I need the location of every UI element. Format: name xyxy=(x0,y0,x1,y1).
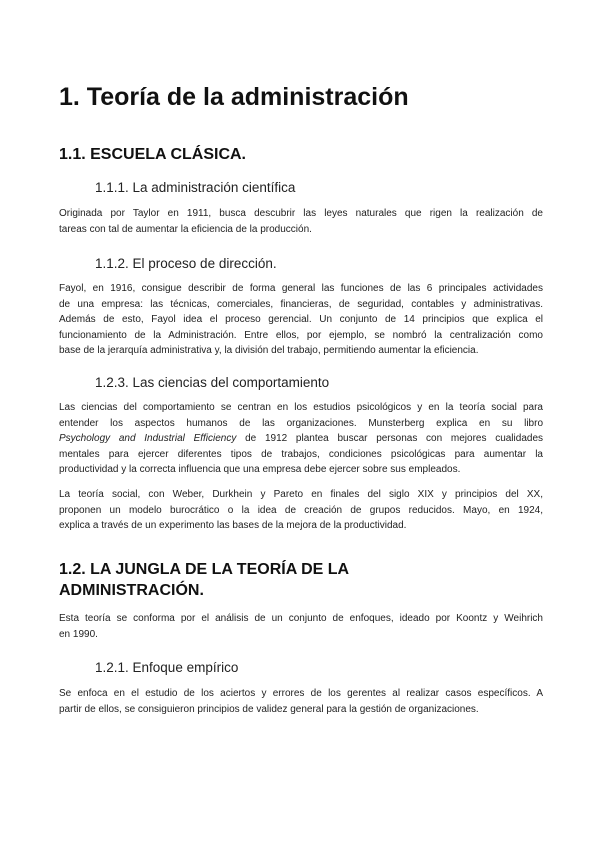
section-heading-jungla-teoria xyxy=(59,559,349,601)
subsection-heading-enfoque-empirico: 1.2.1. Enfoque empírico xyxy=(95,660,239,675)
subsection-heading-ciencias-comportamiento: 1.2.3. Las ciencias del comportamiento xyxy=(95,375,330,390)
text-line-with-book-title xyxy=(59,431,543,447)
text-line: Se enfoca en el estudio de los aciertos y errores de los gerentes al realizar casos específicos. A xyxy=(59,688,543,699)
text-line: base de la jerarquía administrativa y, la división del trabajo, permitiendo aumentar la eficiencia. xyxy=(59,345,479,357)
text-line: productividad y la correcta influencia que una empresa debe ejercer sobre sus empleados. xyxy=(59,464,461,476)
text-line: Esta teoría se conforma por el análisis de un conjunto de enfoques, ideado por Koontz y Weihrich xyxy=(59,613,543,624)
text-line: funcionamiento de la Administración. Entre ellos, por ejemplo, se nombró la centralización como xyxy=(59,329,543,341)
heading-line: 1.2. LA JUNGLA DE LA TEORÍA DE LA xyxy=(59,561,350,578)
section-heading-escuela-clasica: 1.1. ESCUELA CLÁSICA. xyxy=(59,146,246,163)
page-title: 1. Teoría de la administración xyxy=(59,83,409,111)
text-line: explica a través de un experimento las bases de la mejora de la productividad. xyxy=(59,520,407,532)
paragraph-jungla-intro xyxy=(59,611,543,642)
paragraph-administracion-cientifica xyxy=(59,206,543,237)
text-line: Las ciencias del comportamiento se centran en los estudios psicológicos y en la teoría social para xyxy=(59,402,543,413)
text-line: en 1990. xyxy=(59,628,98,640)
paragraph-teoria-social xyxy=(59,487,543,534)
book-title: Psychology and Industrial Efficiency xyxy=(59,433,237,445)
heading-line: ADMINISTRACIÓN. xyxy=(59,582,204,599)
text-line: Originada por Taylor en 1911, busca descubrir las leyes naturales que rigen la realización de xyxy=(59,208,543,219)
text-line: partir de ellos, se consiguieron principios de validez general para la gestión de organizaciones. xyxy=(59,703,479,715)
paragraph-ciencias-comportamiento xyxy=(59,400,543,478)
text-line: de una empresa: las técnicas, comerciales, financieras, de seguridad, contables y administrativas. xyxy=(59,298,543,310)
text-line: Fayol, en 1916, consigue describir de forma general las funciones de las 6 principales actividades xyxy=(59,283,543,294)
text-line: mentales para ejercer diferentes tipos de trabajos, condiciones psicológicas para aumentar la xyxy=(59,448,543,460)
paragraph-enfoque-empirico xyxy=(59,686,543,717)
text-line: La teoría social, con Weber, Durkhein y Pareto en finales del siglo XIX y principios del XX, xyxy=(59,489,543,500)
text-fragment: de 1912 plantea buscar personas con mejores cualidades xyxy=(236,433,544,445)
text-line: Además de esto, Fayol idea el proceso gerencial. Un conjunto de 14 principios que explica el xyxy=(59,314,543,326)
paragraph-proceso-direccion xyxy=(59,281,543,359)
text-line: tareas con tal de aumentar la eficiencia de la producción. xyxy=(59,223,312,235)
text-line: entender los aspectos humanos de las organizaciones. Munsterberg explica en su libro xyxy=(59,417,543,429)
subsection-heading-proceso-direccion: 1.1.2. El proceso de dirección. xyxy=(95,256,277,271)
text-line: proponen un modelo burocrático o la idea de creación de grupos reducidos. Mayo, en 1924, xyxy=(59,504,543,516)
subsection-heading-administracion-cientifica: 1.1.1. La administración científica xyxy=(95,180,296,195)
